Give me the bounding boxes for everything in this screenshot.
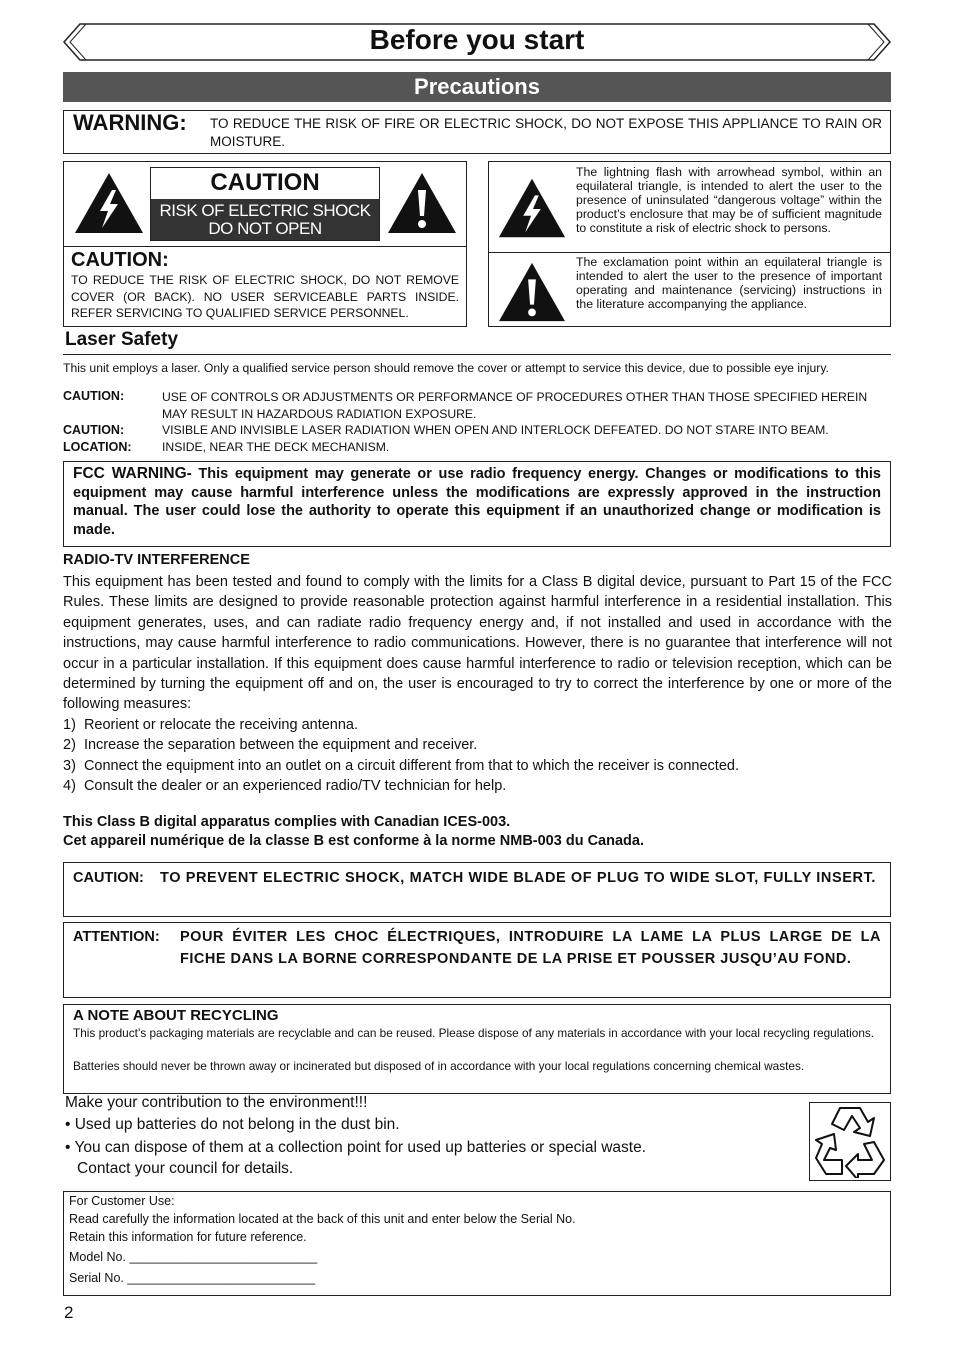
lightning-warning-icon	[72, 170, 146, 236]
warning-text: TO REDUCE THE RISK OF FIRE OR ELECTRIC SHOCK, DO NOT EXPOSE THIS APPLIANCE TO RAIN OR MOISTURE.	[210, 116, 882, 149]
caution-text: TO REDUCE THE RISK OF ELECTRIC SHOCK, DO NOT REMOVE COVER (OR BACK). NO USER SERVICEABLE PARTS INSIDE. REFER SERVICING TO QUALIFIED SERVICE PERSONNEL.	[71, 273, 459, 320]
recycling-heading: A NOTE ABOUT RECYCLING	[73, 1007, 279, 1024]
laser-text-3: INSIDE, NEAR THE DECK MECHANISM.	[162, 440, 390, 454]
caution-divider	[63, 246, 467, 247]
lightning-symbol-text: The lightning flash with arrowhead symbol, within an equilateral triangle, is intended to alert the user to the presence of uninsulated “dangerous voltage” within the product’s enclosure that may be of sufficient magnitude to constitute a risk of electric shock to persons.	[576, 165, 882, 235]
environment-bullet2a: • You can dispose of them at a collection point for used up batteries or special waste.	[65, 1139, 647, 1156]
fcc-label: FCC WARNING-	[73, 465, 192, 482]
exclamation-symbol-text: The exclamation point within an equilateral triangle is intended to alert the user to the presence of important operating and maintenance (servicing) instructions in the literature accompanying the appliance.	[576, 255, 882, 311]
serial-number-field: Serial No. ___________________________	[69, 1271, 316, 1285]
customer-line3: Retain this information for future reference.	[69, 1230, 307, 1244]
laser-text-1: USE OF CONTROLS OR ADJUSTMENTS OR PERFORMANCE OF PROCEDURES OTHER THAN THOSE SPECIFIED HEREIN MAY RESULT IN HAZARDOUS RADIATION EXPOSURE.	[162, 390, 868, 421]
laser-text-2: VISIBLE AND INVISIBLE LASER RADIATION WHEN OPEN AND INTERLOCK DEFEATED. DO NOT STARE INTO BEAM.	[162, 423, 829, 437]
recycling-p1: This product’s packaging materials are recyclable and can be reused. Please dispose of any materials in accordance with your local recycling regulations.	[73, 1026, 875, 1040]
laser-heading: Laser Safety	[65, 329, 179, 350]
laser-intro: This unit employs a laser. Only a qualified service person should remove the cover or attempt to service this device, due to possible eye injury.	[63, 361, 829, 375]
customer-line2: Read carefully the information located at the back of this unit and enter below the Serial No.	[69, 1212, 576, 1226]
laser-label-3: LOCATION:	[63, 440, 132, 454]
caution-plate-line2: DO NOT OPEN	[208, 219, 322, 238]
caution-label: CAUTION:	[71, 249, 169, 271]
customer-line1: For Customer Use:	[69, 1194, 175, 1208]
canada-en: This Class B digital apparatus complies with Canadian ICES-003.	[63, 814, 511, 830]
radio-measure-2: 2) Increase the separation between the equipment and receiver.	[63, 737, 478, 753]
environment-bullet2b: Contact your council for details.	[77, 1160, 294, 1177]
plug-caution-label: CAUTION:	[73, 870, 144, 886]
caution-plate-line1: RISK OF ELECTRIC SHOCK	[159, 201, 371, 220]
model-number-field: Model No. ___________________________	[69, 1250, 318, 1264]
canada-fr: Cet appareil numérique de la classe B est conforme à la norme NMB-003 du Canada.	[63, 833, 644, 849]
section-title: Precautions	[63, 72, 891, 102]
radio-text: This equipment has been tested and found to comply with the limits for a Class B digital device, pursuant to Part 15 of the FCC Rules. These limits are designed to provide reasonable protection against harmful interference in a residential installation. This equipment generates, uses, and can radiate radio frequency energy and, if not installed and used in accordance with the instructions, may cause harmful interference to radio communications. However, there is no guarantee that interference will not occur in a particular installation. If this equipment does cause harmful interference to radio or television reception, which can be determined by turning the equipment off and on, the user is encouraged to try to correct the interference by one or more of the following measures:	[63, 574, 892, 713]
laser-label-2: CAUTION:	[63, 423, 125, 437]
symbols-divider	[488, 252, 891, 253]
radio-measure-1: 1) Reorient or relocate the receiving antenna.	[63, 717, 359, 733]
page-title: Before you start	[369, 24, 585, 55]
recycle-icon	[812, 1104, 888, 1178]
laser-rule	[63, 354, 891, 355]
exclamation-symbol-icon	[496, 260, 568, 324]
plug-caution-text: TO PREVENT ELECTRIC SHOCK, MATCH WIDE BLADE OF PLUG TO WIDE SLOT, FULLY INSERT.	[160, 870, 877, 886]
radio-measure-3: 3) Connect the equipment into an outlet on a circuit different from that to which the receiver is connected.	[63, 758, 739, 774]
exclamation-warning-icon	[385, 170, 459, 236]
fcc-text-block	[73, 465, 881, 540]
attention-label: ATTENTION:	[73, 929, 160, 945]
environment-bullet1: • Used up batteries do not belong in the dust bin.	[65, 1116, 400, 1133]
warning-label: WARNING:	[73, 110, 187, 135]
radio-measure-4: 4) Consult the dealer or an experienced radio/TV technician for help.	[63, 778, 507, 794]
laser-label-1: CAUTION:	[63, 389, 125, 403]
recycling-p2: Batteries should never be thrown away or incinerated but disposed of in accordance with your local regulations concerning chemical wastes.	[73, 1059, 805, 1073]
radio-heading: RADIO-TV INTERFERENCE	[63, 552, 250, 568]
caution-plate-title: CAUTION	[210, 169, 320, 196]
environment-line1: Make your contribution to the environment!!!	[65, 1094, 368, 1111]
page-number: 2	[64, 1303, 74, 1322]
lightning-symbol-icon	[496, 175, 568, 241]
fcc-text: This equipment may generate or use radio frequency energy. Changes or modifications to this equipment may cause harmful interference unless the modifications are expressly approved in the instruction manual. The user could lose the authority to operate this equipment if an unauthorized change or modification is made.	[73, 466, 881, 539]
attention-text: POUR ÉVITER LES CHOC ÉLECTRIQUES, INTRODUIRE LA LAME LA PLUS LARGE DE LA FICHE DANS LA BORNE CORRESPONDANTE DE LA PRISE ET POUSSER JUSQU’AU FOND.	[180, 929, 881, 967]
